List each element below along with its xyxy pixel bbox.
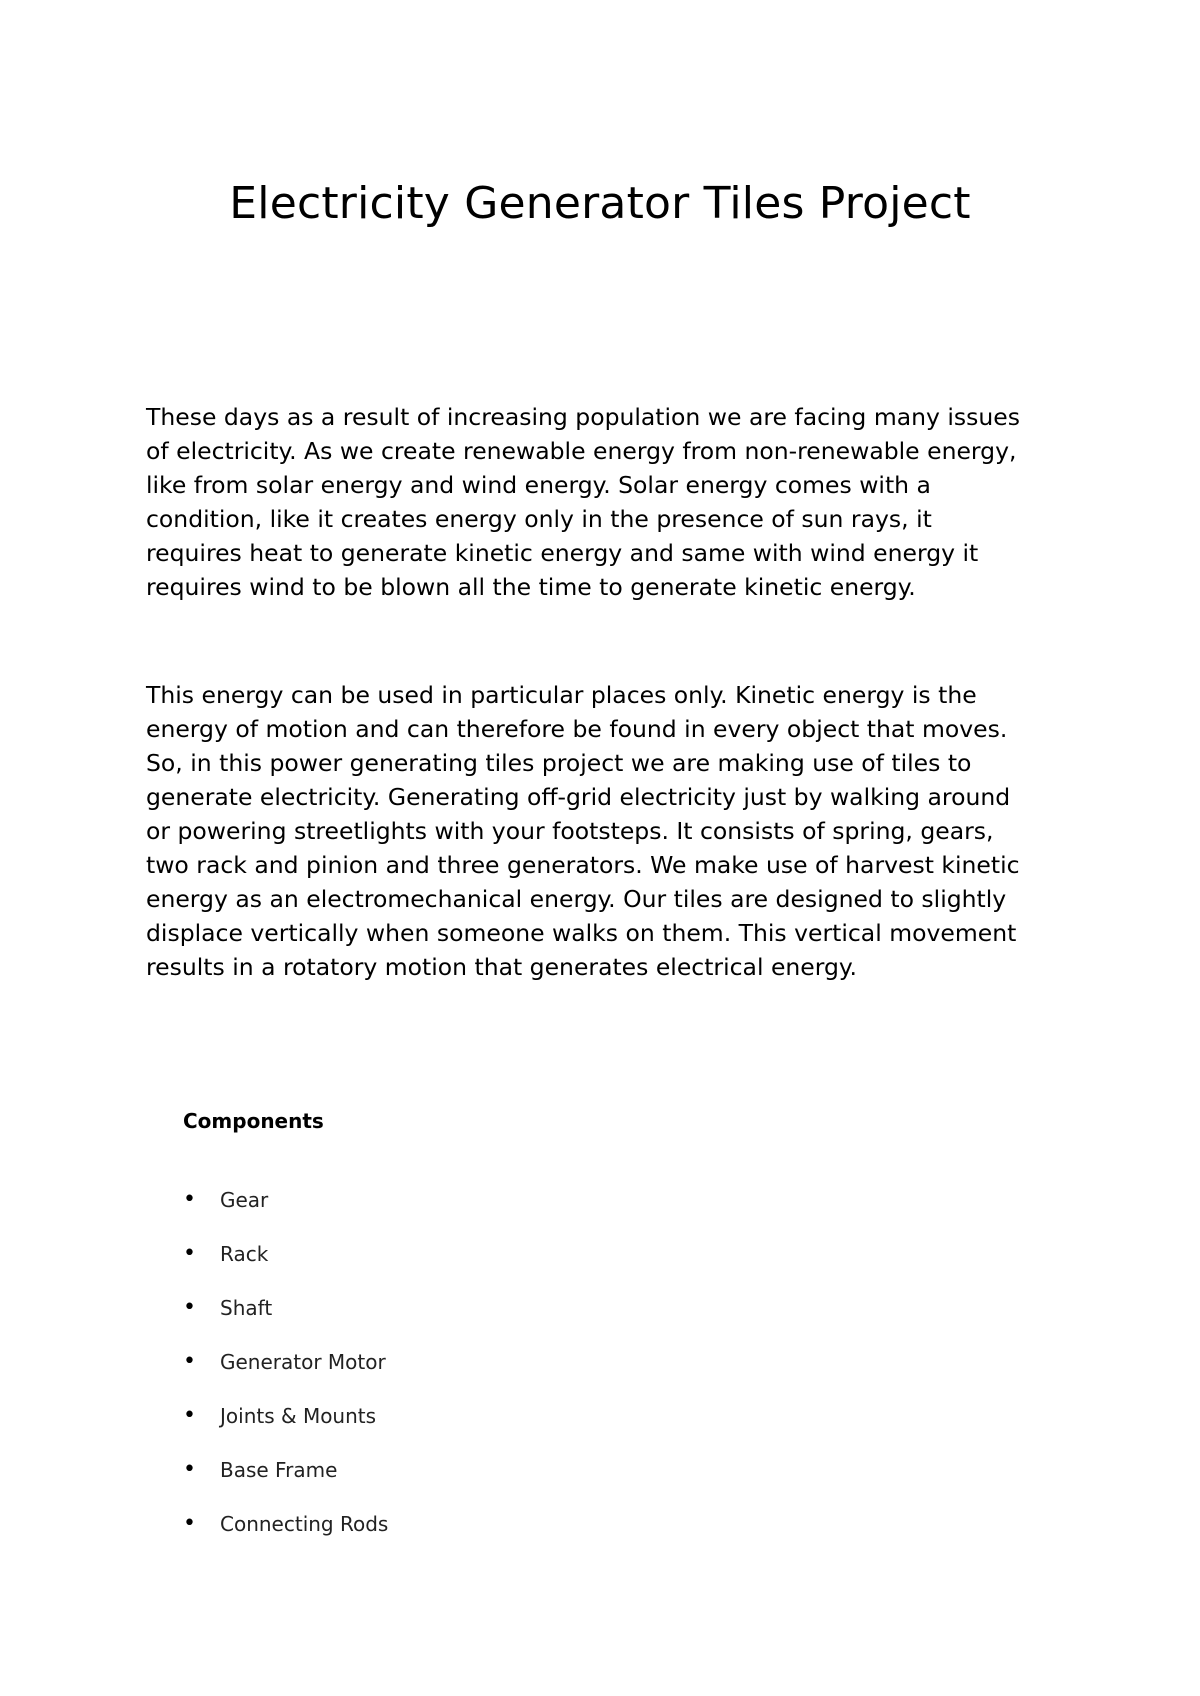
list-item [183,1186,388,1240]
bullet-icon: • [183,1241,196,1266]
bullet-icon: • [183,1511,196,1536]
components-list [183,1186,388,1564]
component-label: Connecting Rods [220,1512,389,1536]
component-label: Joints & Mounts [220,1404,377,1428]
component-label: Rack [220,1242,269,1266]
list-item [183,1456,388,1510]
list-item [183,1402,388,1456]
bullet-icon: • [183,1457,196,1482]
list-item [183,1240,388,1294]
component-label: Shaft [220,1296,273,1320]
component-label: Generator Motor [220,1350,386,1374]
document-title: Electricity Generator Tiles Project [229,178,971,229]
bullet-icon: • [183,1295,196,1320]
component-label: Base Frame [220,1458,338,1482]
components-heading: Components [183,1109,324,1133]
list-item [183,1294,388,1348]
intro-paragraph: These days as a result of increasing population we are facing many issues of electricity. As we create renewable energy from non-renewable energy, like from solar energy and wind energy. Solar energy comes with a condition, like it creates energy only in the presence of sun rays, it requires heat to generate kinetic energy and same with wind energy it requires wind to be blown all the time to generate kinetic energy. [146,403,1020,601]
bullet-icon: • [183,1187,196,1212]
list-item [183,1348,388,1402]
component-label: Gear [220,1188,269,1212]
bullet-icon: • [183,1403,196,1428]
kinetic-energy-paragraph: This energy can be used in particular places only. Kinetic energy is the energy of motion and can therefore be found in every object that moves. So, in this power generating tiles project we are making use of tiles to generate electricity. Generating off-grid electricity just by walking around or powering streetlights with your footsteps. It consists of spring, gears, two rack and pinion and three generators. We make use of harvest kinetic energy as an electromechanical energy. Our tiles are designed to slightly displace vertically when someone walks on them. This vertical movement results in a rotatory motion that generates electrical energy. [146,681,1020,981]
list-item [183,1510,388,1564]
bullet-icon: • [183,1349,196,1374]
